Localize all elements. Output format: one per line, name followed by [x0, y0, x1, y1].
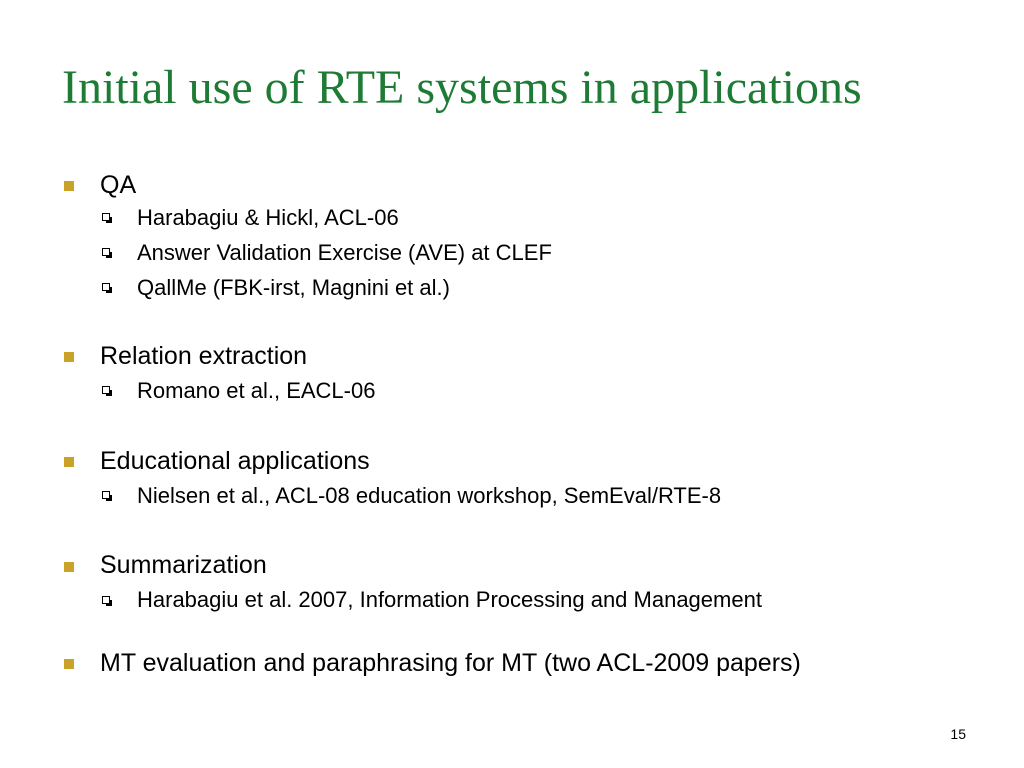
slide-title: Initial use of RTE systems in applications — [62, 61, 862, 114]
square-bullet-icon — [64, 181, 74, 191]
square-bullet-icon — [64, 659, 74, 669]
page-number: 15 — [950, 726, 966, 742]
hollow-square-bullet-icon — [102, 386, 110, 394]
bullet-item-relation-extraction: Relation extraction — [100, 342, 308, 370]
hollow-square-bullet-icon — [102, 596, 110, 604]
bullet-item-qa: QA — [100, 171, 137, 199]
sub-bullet-item: Harabagiu et al. 2007, Information Processing and Management — [137, 587, 762, 612]
sub-bullet-item: QallMe (FBK-irst, Magnini et al.) — [137, 275, 450, 300]
sub-bullet-item: Harabagiu & Hickl, ACL-06 — [137, 205, 399, 230]
square-bullet-icon — [64, 562, 74, 572]
sub-bullet-item: Answer Validation Exercise (AVE) at CLEF — [137, 240, 552, 265]
square-bullet-icon — [64, 352, 74, 362]
hollow-square-bullet-icon — [102, 213, 110, 221]
sub-bullet-item: Nielsen et al., ACL-08 education workshop, SemEval/RTE-8 — [137, 483, 722, 508]
bullet-item-mt-evaluation: MT evaluation and paraphrasing for MT (two ACL-2009 papers) — [100, 649, 801, 677]
hollow-square-bullet-icon — [102, 491, 110, 499]
hollow-square-bullet-icon — [102, 283, 110, 291]
bullet-item-educational-applications: Educational applications — [100, 447, 370, 475]
sub-bullet-item: Romano et al., EACL-06 — [137, 378, 376, 403]
bullet-item-summarization: Summarization — [100, 551, 267, 579]
hollow-square-bullet-icon — [102, 248, 110, 256]
square-bullet-icon — [64, 457, 74, 467]
